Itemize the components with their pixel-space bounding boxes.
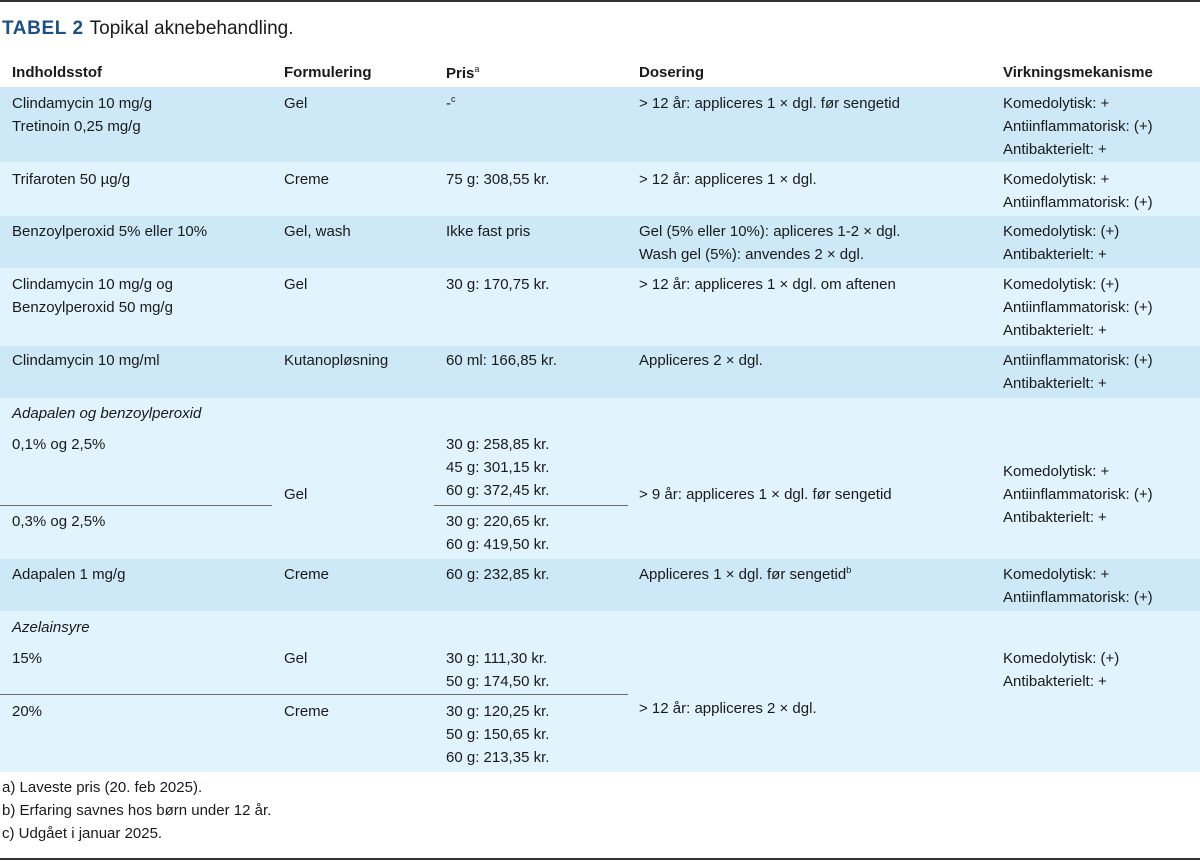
dosing-line: Appliceres 1 × dgl. før sengetid [639, 566, 847, 583]
cell-price: 60 g: 232,85 kr. [446, 566, 550, 583]
cell-price: 60 ml: 166,85 kr. [446, 352, 557, 369]
price-line: - [446, 95, 451, 112]
group-title: Azelainsyre [12, 619, 90, 636]
cell-formulation: Kutanopløsning [284, 352, 389, 369]
header-dosing: Dosering [639, 64, 705, 81]
cell-mechanism [1003, 273, 1153, 342]
cell-dosing: > 12 år: appliceres 1 × dgl. før sengetid [639, 95, 900, 112]
cell-substance: Adapalen 1 mg/g [12, 566, 126, 583]
cell-strength: 20% [12, 703, 43, 720]
price-line: 30 g: 120,25 kr. [446, 703, 550, 720]
cell-substance [12, 273, 173, 319]
group-title: Adapalen og benzoylperoxid [12, 405, 202, 422]
caption-title: Topikal aknebehandling. [89, 18, 294, 39]
cell-strength: 0,1% og 2,5% [12, 436, 106, 453]
cell-formulation: Gel [284, 650, 308, 667]
header-price-footnote-mark: a [474, 64, 480, 74]
cell-dosing [639, 220, 900, 266]
cell-formulation: Creme [284, 566, 330, 583]
price-line: 30 g: 258,85 kr. [446, 436, 550, 453]
substance-line: Clindamycin 10 mg/g [12, 95, 153, 112]
mechanism-line: Antiinflammatorisk: (+) [1003, 352, 1153, 369]
header-price [446, 64, 479, 82]
substance-line: Tretinoin 0,25 mg/g [12, 118, 141, 135]
dosing-footnote-mark: b [846, 565, 852, 575]
cell-strength: 15% [12, 650, 43, 667]
footnote-b: b) Erfaring savnes hos børn under 12 år. [2, 802, 272, 819]
cell-formulation: Gel [284, 276, 308, 293]
mechanism-line: Antiinflammatorisk: (+) [1003, 589, 1153, 606]
mechanism-line: Komedolytisk: (+) [1003, 223, 1120, 240]
cell-price [446, 700, 549, 769]
cell-mechanism [1003, 647, 1119, 693]
footnote-a: a) Laveste pris (20. feb 2025). [2, 779, 203, 796]
mechanism-line: Antiinflammatorisk: (+) [1003, 118, 1153, 135]
cell-mechanism [1003, 349, 1153, 395]
header-price-text: Pris [446, 65, 475, 82]
cell-formulation: Gel [284, 486, 308, 503]
mechanism-line: Antibakterielt: + [1003, 509, 1107, 526]
price-line: 60 g: 213,35 kr. [446, 749, 550, 766]
cell-substance: Benzoylperoxid 5% eller 10% [12, 223, 208, 240]
cell-strength: 0,3% og 2,5% [12, 513, 106, 530]
cell-price [446, 92, 456, 115]
footnote-c: c) Udgået i januar 2025. [2, 825, 163, 842]
cell-formulation: Creme [284, 171, 330, 188]
mechanism-line: Antiinflammatorisk: (+) [1003, 299, 1153, 316]
mechanism-line: Antibakterielt: + [1003, 322, 1107, 339]
cell-dosing: > 9 år: appliceres 1 × dgl. før sengetid [639, 486, 892, 503]
cell-mechanism [1003, 92, 1153, 161]
cell-price [446, 647, 549, 693]
header-substance: Indholdsstof [12, 64, 102, 81]
cell-price [446, 510, 549, 556]
mechanism-line: Komedolytisk: + [1003, 95, 1110, 112]
price-line: 50 g: 150,65 kr. [446, 726, 550, 743]
cell-price: 30 g: 170,75 kr. [446, 276, 550, 293]
subrow-divider [0, 505, 272, 506]
price-footnote-mark: c [451, 94, 456, 104]
bottom-rule [0, 858, 1200, 860]
cell-substance [12, 92, 152, 138]
mechanism-line: Komedolytisk: (+) [1003, 276, 1120, 293]
mechanism-line: Komedolytisk: + [1003, 171, 1110, 188]
cell-dosing: Appliceres 2 × dgl. [639, 352, 763, 369]
price-line: 30 g: 220,65 kr. [446, 513, 550, 530]
mechanism-line: Komedolytisk: + [1003, 463, 1110, 480]
subrow-divider [0, 694, 628, 695]
cell-mechanism [1003, 460, 1153, 529]
cell-formulation: Gel [284, 95, 308, 112]
price-line: 60 g: 372,45 kr. [446, 482, 550, 499]
price-line: 45 g: 301,15 kr. [446, 459, 550, 476]
mechanism-line: Komedolytisk: (+) [1003, 650, 1120, 667]
cell-mechanism [1003, 563, 1153, 609]
substance-line: Benzoylperoxid 50 mg/g [12, 299, 173, 316]
header-mechanism: Virkningsmekanisme [1003, 64, 1153, 81]
mechanism-line: Antibakterielt: + [1003, 673, 1107, 690]
cell-dosing: > 12 år: appliceres 1 × dgl. [639, 171, 817, 188]
cell-mechanism [1003, 220, 1119, 266]
table-caption [2, 18, 294, 40]
cell-dosing: > 12 år: appliceres 1 × dgl. om aftenen [639, 276, 896, 293]
price-line: 50 g: 174,50 kr. [446, 673, 550, 690]
cell-dosing [639, 563, 851, 586]
mechanism-line: Antibakterielt: + [1003, 246, 1107, 263]
mechanism-line: Antibakterielt: + [1003, 375, 1107, 392]
mechanism-line: Antiinflammatorisk: (+) [1003, 486, 1153, 503]
dosing-line: Wash gel (5%): anvendes 2 × dgl. [639, 246, 864, 263]
price-line: 60 g: 419,50 kr. [446, 536, 550, 553]
cell-price [446, 433, 549, 502]
header-formulation: Formulering [284, 64, 372, 81]
cell-substance: Clindamycin 10 mg/ml [12, 352, 160, 369]
cell-substance: Trifaroten 50 µg/g [12, 171, 131, 188]
cell-formulation: Creme [284, 703, 330, 720]
subrow-divider [434, 505, 628, 506]
mechanism-line: Antiinflammatorisk: (+) [1003, 194, 1153, 211]
caption-label: TABEL 2 [2, 18, 84, 39]
substance-line: Clindamycin 10 mg/g og [12, 276, 173, 293]
mechanism-line: Antibakterielt: + [1003, 141, 1107, 158]
top-rule [0, 0, 1200, 2]
cell-dosing: > 12 år: appliceres 2 × dgl. [639, 700, 817, 717]
price-line: 30 g: 111,30 kr. [446, 650, 548, 667]
dosing-line: Gel (5% eller 10%): apliceres 1-2 × dgl. [639, 223, 901, 240]
cell-price: Ikke fast pris [446, 223, 531, 240]
cell-price: 75 g: 308,55 kr. [446, 171, 550, 188]
cell-formulation: Gel, wash [284, 223, 351, 240]
mechanism-line: Komedolytisk: + [1003, 566, 1110, 583]
cell-mechanism [1003, 168, 1153, 214]
